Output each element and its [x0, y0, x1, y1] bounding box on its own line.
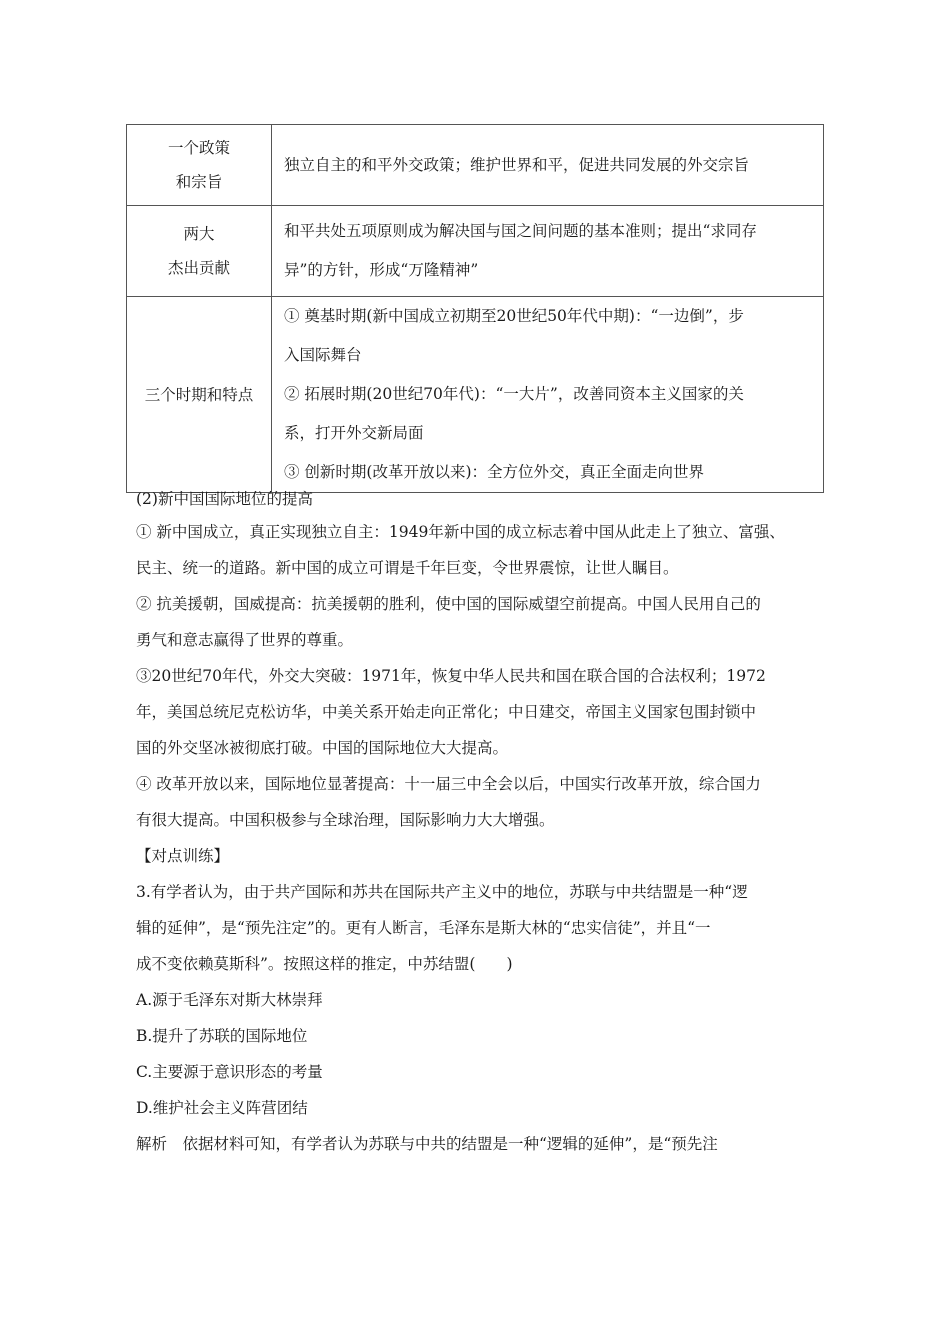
- row-content-line: 和平共处五项原则成为解决国与国之间问题的基本准则；提出“求同存: [284, 222, 757, 240]
- question-line: 3.有学者认为，由于共产国际和苏共在国际共产主义中的地位，苏联与中共结盟是一种“逻: [136, 883, 748, 901]
- table-row: [127, 206, 824, 297]
- paragraph-line: ③20世纪70年代，外交大突破：1971年，恢复中华人民共和国在联合国的合法权利；1972: [136, 667, 766, 685]
- row-header-line: 一个政策: [167, 139, 230, 157]
- row-content-line: ① 奠基时期(新中国成立初期至20世纪50年代中期)：“一边倒”，步: [284, 307, 744, 325]
- row-content: [272, 125, 824, 206]
- question-line: 成不变依赖莫斯科”。按照这样的推定，中苏结盟( ): [136, 955, 513, 973]
- question-line: 辑的延伸”，是“预先注定”的。更有人断言，毛泽东是斯大林的“忠实信徒”，并且“一: [136, 919, 711, 937]
- row-content-line: 入国际舞台: [284, 346, 362, 364]
- row-header: [127, 125, 272, 206]
- paragraph-item: [136, 586, 826, 658]
- paragraph-line: ② 抗美援朝，国威提高：抗美援朝的胜利，使中国的国际威望空前提高。中国人民用自己的: [136, 595, 761, 613]
- paragraph-line: ① 新中国成立，真正实现独立自主：1949年新中国的成立标志着中国从此走上了独立、富强、: [136, 523, 785, 541]
- row-header-line: 两大: [183, 225, 215, 243]
- row-header-line: 三个时期和特点: [144, 385, 254, 404]
- row-header: [127, 297, 272, 493]
- row-header-line: 和宗旨: [175, 173, 223, 191]
- row-content: [272, 206, 824, 297]
- paragraph-item: [136, 514, 826, 586]
- paragraph-line: 民主、统一的道路。新中国的成立可谓是千年巨变，令世界震惊，让世人瞩目。: [136, 559, 679, 577]
- paragraph-item: [136, 658, 826, 766]
- row-content-line: 独立自主的和平外交政策；维护世界和平，促进共同发展的外交宗旨: [284, 156, 750, 174]
- option-d: D.维护社会主义阵营团结: [136, 1099, 308, 1117]
- section-international-status: [136, 484, 826, 1162]
- table-row: [127, 125, 824, 206]
- section-heading: (2)新中国国际地位的提高: [136, 490, 313, 508]
- option-a: A.源于毛泽东对斯大林崇拜: [136, 991, 323, 1009]
- row-header-line: 杰出贡献: [167, 259, 230, 277]
- analysis-text: 解析 依据材料可知，有学者认为苏联与中共的结盟是一种“逻辑的延伸”，是“预先注: [136, 1135, 718, 1153]
- row-header: [127, 206, 272, 297]
- row-content-line: ③ 创新时期(改革开放以来)：全方位外交，真正全面走向世界: [284, 463, 705, 481]
- option-b: B.提升了苏联的国际地位: [136, 1027, 308, 1045]
- paragraph-line: 有很大提高。中国积极参与全球治理，国际影响力大大增强。: [136, 811, 555, 829]
- row-content-line: 系，打开外交新局面: [284, 424, 424, 442]
- table-row: [127, 297, 824, 493]
- row-content-line: 异”的方针，形成“万隆精神”: [284, 261, 479, 279]
- practice-heading: 【对点训练】: [136, 847, 230, 865]
- row-content: [272, 297, 824, 493]
- question-stem: [136, 874, 826, 982]
- row-content-line: ② 拓展时期(20世纪70年代)：“一大片”，改善同资本主义国家的关: [284, 385, 744, 403]
- paragraph-item: [136, 766, 826, 838]
- option-c: C.主要源于意识形态的考量: [136, 1063, 323, 1081]
- paragraph-line: ④ 改革开放以来，国际地位显著提高：十一届三中全会以后，中国实行改革开放，综合国力: [136, 775, 761, 793]
- foreign-policy-table: [126, 124, 824, 493]
- paragraph-line: 年，美国总统尼克松访华，中美关系开始走向正常化；中日建交，帝国主义国家包围封锁中: [136, 703, 757, 721]
- paragraph-line: 勇气和意志赢得了世界的尊重。: [136, 631, 354, 649]
- paragraph-line: 国的外交坚冰被彻底打破。中国的国际地位大大提高。: [136, 739, 509, 757]
